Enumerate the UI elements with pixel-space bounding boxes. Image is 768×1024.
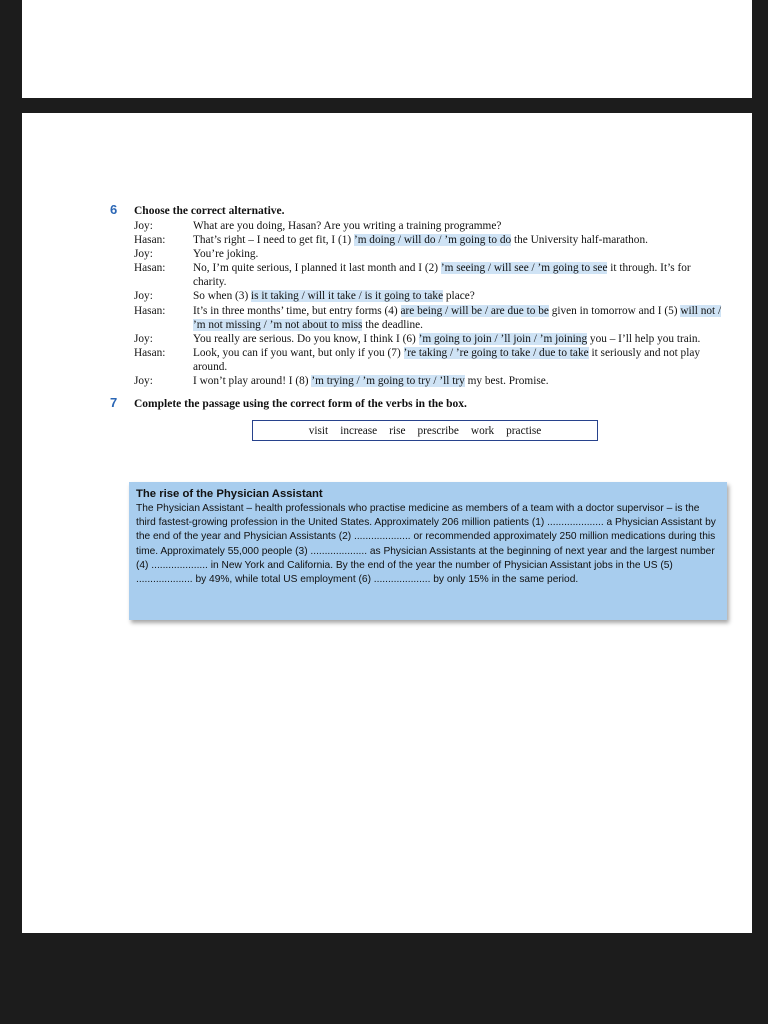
- previous-page: [22, 0, 752, 98]
- speaker-name: Hasan:: [134, 234, 166, 247]
- speech-fragment: What are you doing, Hasan? Are you writing a training programme?: [193, 220, 502, 232]
- dialogue-line: [110, 304, 722, 332]
- dialogue-line: [110, 289, 722, 303]
- exercise-number: 7: [110, 395, 118, 411]
- exercise-number: 6: [110, 202, 118, 217]
- box-word: visit: [308, 424, 329, 437]
- speech-fragment: place?: [443, 290, 475, 303]
- passage-title: The rise of the Physician Assistant: [136, 488, 323, 500]
- dialogue-line: [110, 219, 722, 233]
- speaker-name: Hasan:: [134, 262, 166, 275]
- speech-text: [193, 261, 722, 289]
- box-word: prescribe: [417, 424, 459, 437]
- speech-fragment: It’s in three months’ time, but entry forms (4): [193, 304, 401, 317]
- dialogue: [110, 219, 722, 388]
- speaker-name: Hasan:: [134, 304, 166, 317]
- dialogue-line: [110, 346, 722, 374]
- dialogue-line: [110, 374, 722, 388]
- dialogue-line: [110, 261, 722, 289]
- document-page: [22, 113, 752, 933]
- speech-fragment: my best. Promise.: [464, 375, 549, 388]
- speech-text: [193, 304, 722, 332]
- exercise-7-heading: [110, 397, 722, 411]
- speech-fragment: it through. It’s for charity.: [193, 262, 691, 289]
- speech-text: [193, 332, 722, 346]
- speech-fragment: it seriously and not play around.: [193, 346, 701, 373]
- answer-alternatives: is it taking / will it take / is it going to take: [251, 290, 444, 303]
- speaker-name: Joy:: [134, 248, 153, 261]
- answer-alternatives: ’m trying / ’m going to try / ’ll try: [311, 375, 465, 388]
- speech-fragment: the deadline.: [362, 318, 424, 331]
- speech-fragment: you – I’ll help you train.: [587, 332, 701, 345]
- speech-fragment: given in tomorrow and I (5): [548, 304, 681, 317]
- dialogue-line: [110, 247, 722, 261]
- speech-fragment: No, I’m quite serious, I planned it last month and I (2): [193, 262, 441, 275]
- speaker-name: Hasan:: [134, 346, 166, 359]
- speaker-name: Joy:: [134, 332, 153, 345]
- speech-fragment: So when (3): [193, 290, 252, 303]
- speech-text: [193, 219, 722, 233]
- page-content: [110, 204, 722, 441]
- answer-alternatives: ’m seeing / will see / ’m going to see: [440, 262, 608, 275]
- box-word: work: [470, 424, 495, 437]
- speech-text: [193, 247, 722, 261]
- speech-text: [193, 289, 722, 303]
- speaker-name: Joy:: [134, 220, 153, 232]
- speech-text: [193, 374, 722, 388]
- speech-fragment: That’s right – I need to get fit, I (1): [193, 234, 354, 247]
- speaker-name: Joy:: [134, 290, 153, 303]
- box-word: practise: [506, 424, 542, 437]
- exercise-6-heading: [110, 204, 722, 218]
- speech-fragment: You’re joking.: [193, 248, 259, 261]
- answer-alternatives: ’re taking / ’re going to take / due to take: [403, 346, 589, 359]
- answer-alternatives: are being / will be / are due to be: [400, 304, 549, 317]
- speech-fragment: the University half-marathon.: [511, 234, 648, 247]
- answer-alternatives: ’m going to join / ’ll join / ’m joining: [418, 332, 588, 345]
- verb-word-box: [252, 420, 598, 441]
- answer-alternatives: will not / ’m not missing / ’m not about to miss: [193, 304, 722, 331]
- exercise-instruction: Choose the correct alternative.: [134, 205, 285, 217]
- speech-text: [193, 346, 722, 374]
- passage-box: [129, 482, 727, 620]
- speech-text: [193, 233, 722, 247]
- answer-alternatives: ’m doing / will do / ’m going to do: [353, 234, 512, 247]
- speaker-name: Joy:: [134, 375, 153, 388]
- speech-fragment: You really are serious. Do you know, I think I (6): [193, 332, 419, 345]
- dialogue-line: [110, 233, 722, 247]
- dialogue-line: [110, 332, 722, 346]
- box-word: increase: [340, 424, 378, 437]
- speech-fragment: I won’t play around! I (8): [193, 375, 312, 388]
- speech-fragment: Look, you can if you want, but only if you (7): [193, 346, 404, 359]
- box-word: rise: [389, 424, 406, 437]
- passage-text: The Physician Assistant – health professionals who practise medicine as members of a team with a doctor supervisor – is the third fastest-growing profession in the United States. Approximately 206 million patients (1) .................... a Physician Assistant by the end of the year and Physician Assistants (2) .................... or recommended approximately 250 million medications during this time. Approximately 55,000 people (3) .................... as Physician Assistants at the beginning of next year and the largest number (4) .................... in New York and California. By the end of the year the number of Physician Assistant jobs in the US (5) .................... by 49%, while total US employment (6) .................... by only 15% in the same period.: [136, 503, 716, 586]
- exercise-instruction: Complete the passage using the correct form of the verbs in the box.: [134, 398, 467, 411]
